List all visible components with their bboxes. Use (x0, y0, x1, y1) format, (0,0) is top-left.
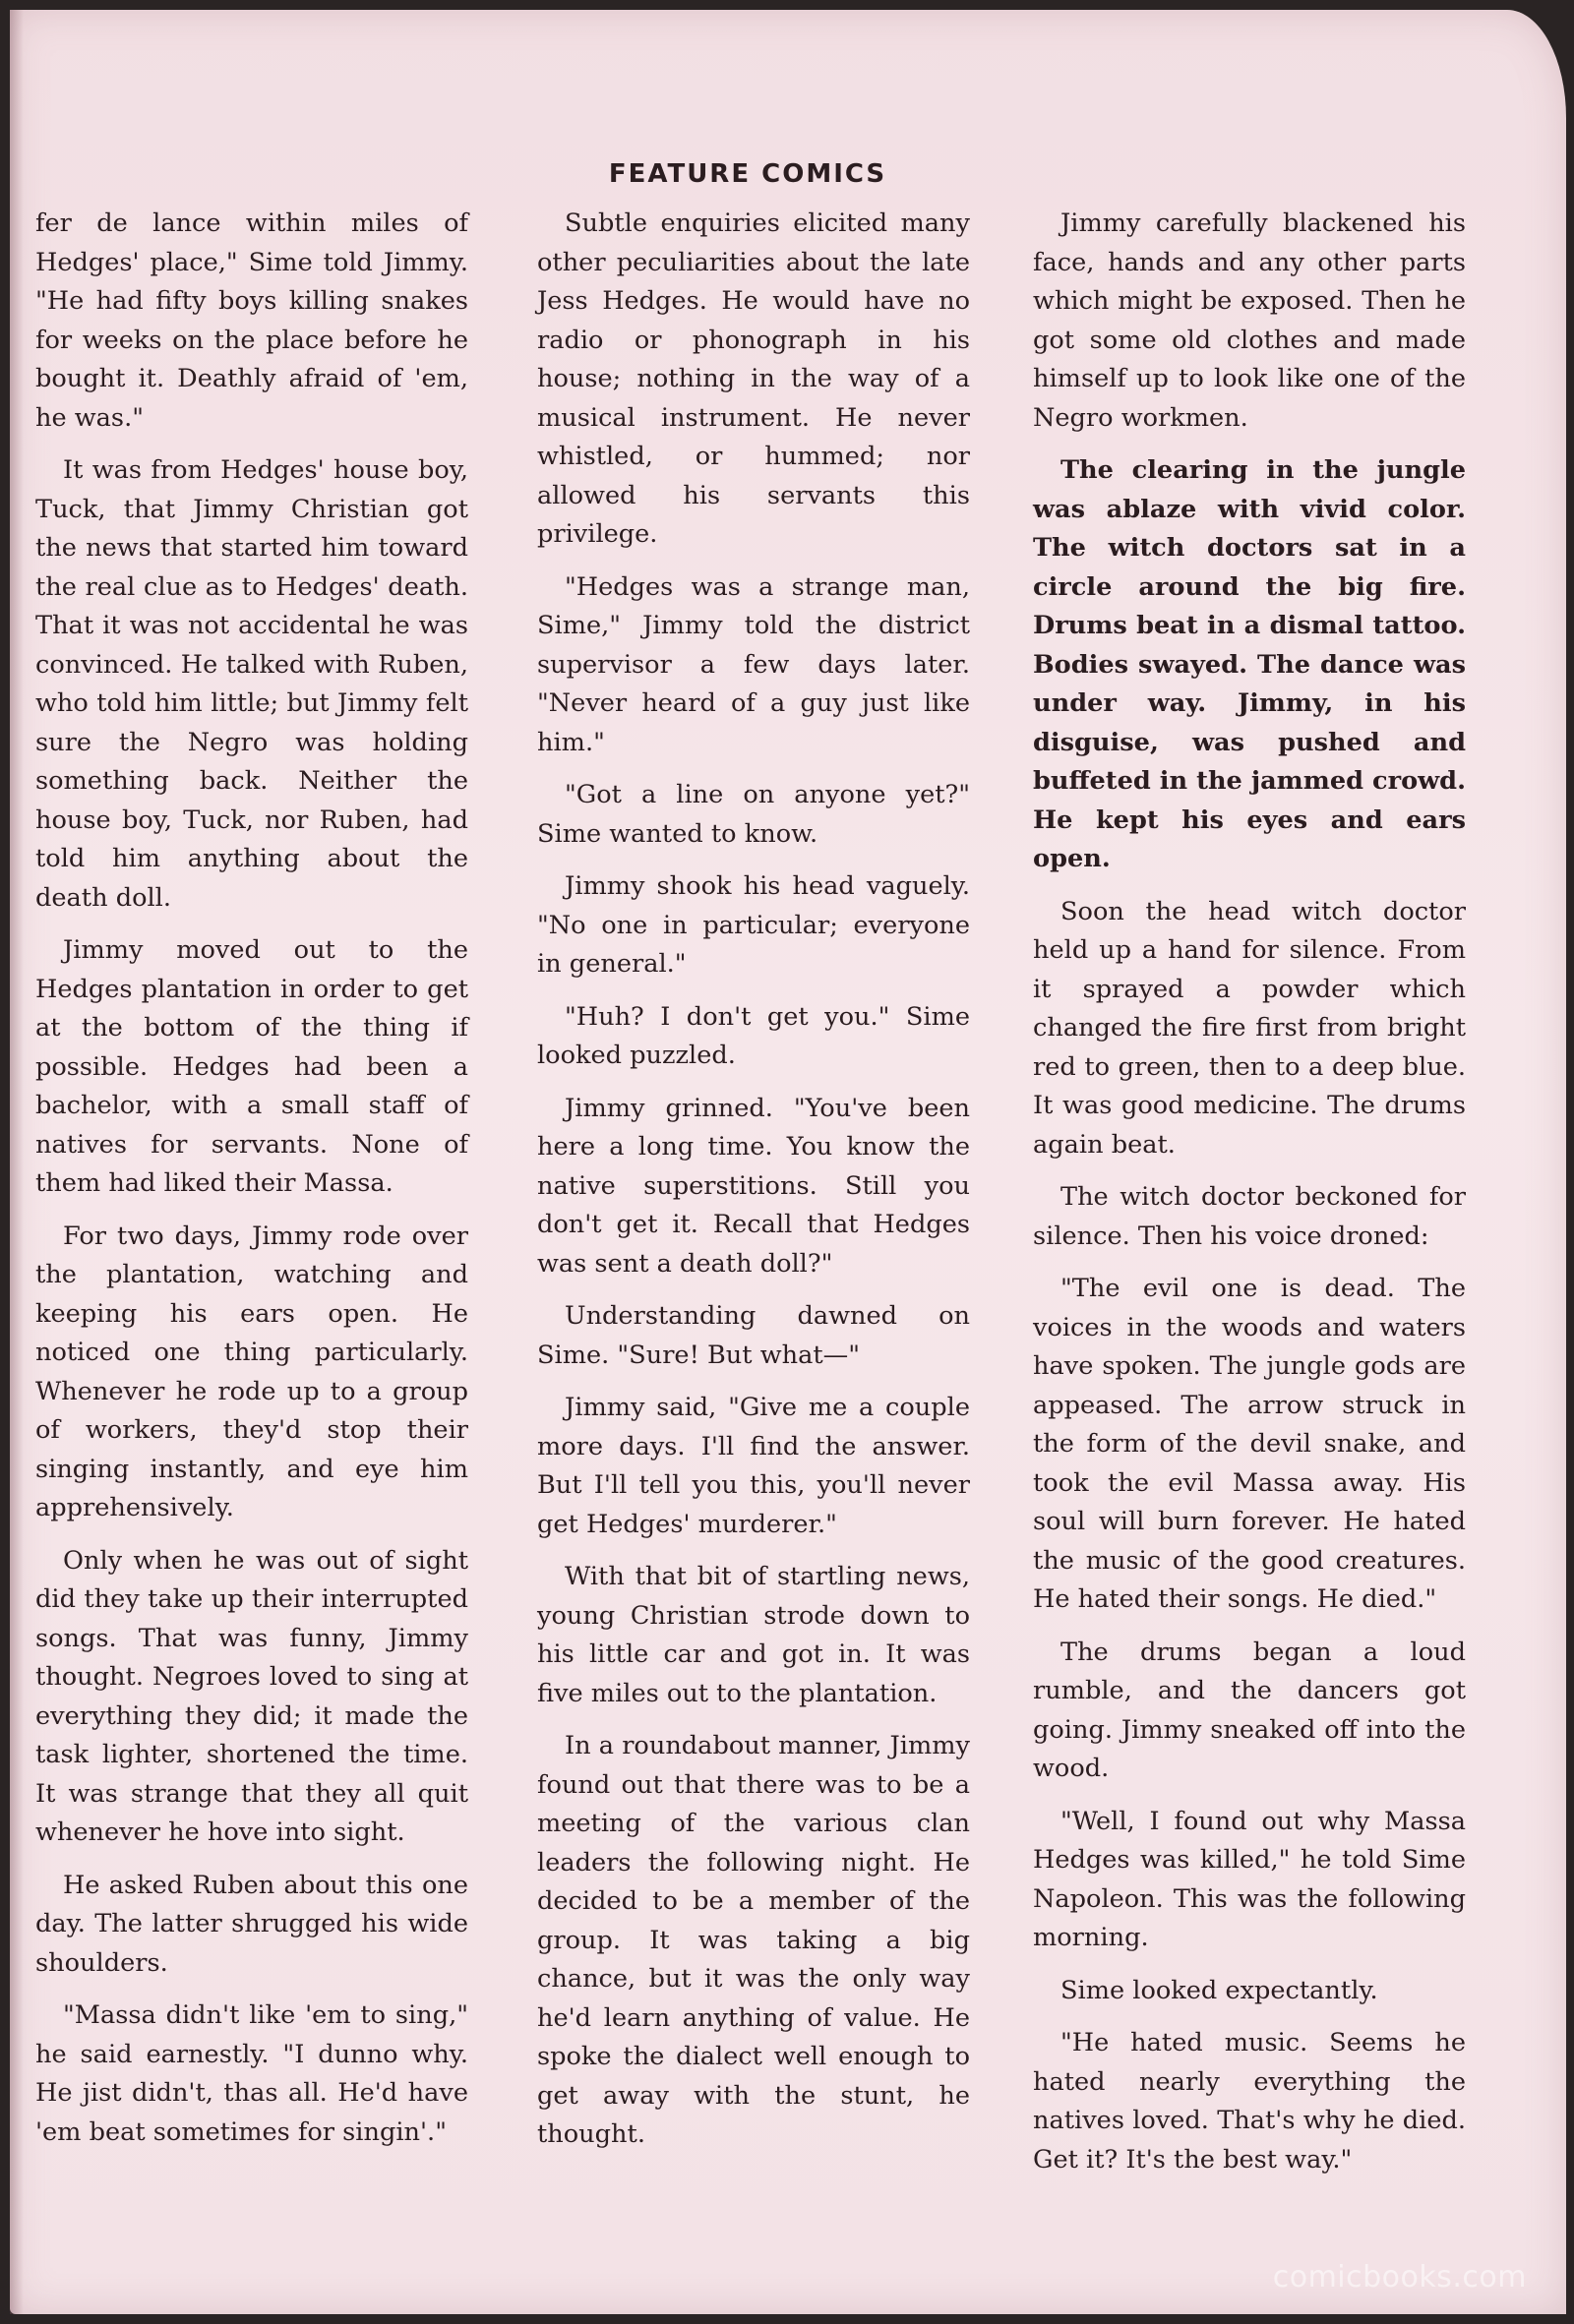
paragraph: Sime looked expectantly. (1060, 1975, 1378, 2005)
paragraph: Jimmy moved out to the Hedges plantation in order to get at the bottom of the thing if possible. Hedges had been a bachelor, with a small staff of natives for servants. None of them had liked their Massa. (35, 935, 468, 1198)
paragraph: Jimmy carefully blackened his face, hands and any other parts which might be exposed. Then he got some old clothes and made himself up to look like one of the Negro workmen. (1033, 209, 1466, 433)
paragraph: "Massa didn't like 'em to sing," he said earnestly. "I dunno why. He jist didn't, thas all. He'd have 'em beat sometimes for singin'." (35, 2000, 468, 2147)
paragraph: Jimmy grinned. "You've been here a long time. You know the native superstitions. Still you don't get it. Recall that Hedges was sent a death doll?" (537, 1093, 970, 1279)
paragraph: The drums began a loud rumble, and the dancers got going. Jimmy sneaked off into the wood. (1033, 1637, 1466, 1783)
watermark: comicbooks.com (1272, 2260, 1527, 2294)
paragraph: "Got a line on anyone yet?" Sime wanted to know. (537, 780, 970, 849)
paragraph: For two days, Jimmy rode over the plantation, watching and keeping his ears open. He noticed one thing particularly. Whenever he rode up to a group of workers, they'd stop their singing instantly, and eye him apprehensively. (35, 1221, 468, 1522)
paragraph: Only when he was out of sight did they take up their interrupted songs. That was funny, Jimmy thought. Negroes loved to sing at everything they did; it made the task lighter, shortened the time. It was strange that they all quit whenever he hove into sight. (35, 1545, 468, 1847)
page-header: FEATURE COMICS (608, 159, 887, 189)
paragraph: Subtle enquiries elicited many other peculiarities about the late Jess Hedges. He would have no radio or phonograph in his house; nothing in the way of a musical instrument. He never whistled, or hummed; nor allowed his servants this privilege. (537, 209, 970, 549)
paragraph: Soon the head witch doctor held up a hand for silence. From it sprayed a powder which changed the fire first from bright red to green, then to a deep blue. It was good medicine. The drums again beat. (1033, 896, 1466, 1160)
paragraph: fer de lance within miles of Hedges' place," Sime told Jimmy. "He had fifty boys killing snakes for weeks on the place before he bought it. Deathly afraid of 'em, he was." (35, 209, 468, 433)
page-binding-shadow (10, 10, 24, 2314)
paragraph: In a roundabout manner, Jimmy found out that there was to be a meeting of the various clan leaders the following night. He decided to be a member of the group. It was taking a big chance, but it was the only way he'd learn anything of value. He spoke the dialect well enough to get away with the stunt, he thought. (537, 1731, 970, 2149)
paragraph: Jimmy shook his head vaguely. "No one in particular; everyone in general." (537, 871, 970, 979)
text-column-1 (35, 205, 468, 2166)
text-column-3 (1033, 205, 1466, 2193)
text-column-2 (537, 205, 970, 2169)
paragraph: The witch doctor beckoned for silence. Then his voice droned: (1033, 1182, 1466, 1251)
paragraph: The clearing in the jungle was ablaze with vivid color. The witch doctors sat in a circle around the big fire. Drums beat in a dismal tattoo. Bodies swayed. The dance was under way. Jimmy, in his disguise, was pushed and buffeted in the jammed crowd. He kept his eyes and ears open. (1033, 455, 1466, 873)
paragraph: It was from Hedges' house boy, Tuck, that Jimmy Christian got the news that started him toward the real clue as to Hedges' death. That it was not accidental he was convinced. He talked with Ruben, who told him little; but Jimmy felt sure the Negro was holding something back. Neither the house boy, Tuck, nor Ruben, had told him anything about the death doll. (35, 455, 468, 913)
paragraph: "Huh? I don't get you." Sime looked puzzled. (537, 1001, 970, 1070)
magazine-page (10, 10, 1566, 2314)
paragraph: Jimmy said, "Give me a couple more days. I'll find the answer. But I'll tell you this, you'll never get Hedges' murderer." (537, 1393, 970, 1539)
paragraph: With that bit of startling news, young Christian strode down to his little car and got in. It was five miles out to the plantation. (537, 1562, 970, 1708)
paragraph: "The evil one is dead. The voices in the woods and waters have spoken. The jungle gods are appeased. The arrow struck in the form of the devil snake, and took the evil Massa away. His soul will burn forever. He hated the music of the good creatures. He hated their songs. He died." (1033, 1274, 1466, 1614)
paragraph: "He hated music. Seems he hated nearly everything the natives loved. That's why he died. Get it? It's the best way." (1033, 2028, 1466, 2175)
paragraph: "Well, I found out why Massa Hedges was killed," he told Sime Napoleon. This was the following morning. (1033, 1806, 1466, 1952)
paragraph: "Hedges was a strange man, Sime," Jimmy told the district supervisor a few days later. "Never heard of a guy just like him." (537, 571, 970, 757)
paragraph: He asked Ruben about this one day. The latter shrugged his wide shoulders. (35, 1870, 468, 1978)
paragraph: Understanding dawned on Sime. "Sure! But what—" (537, 1301, 970, 1370)
